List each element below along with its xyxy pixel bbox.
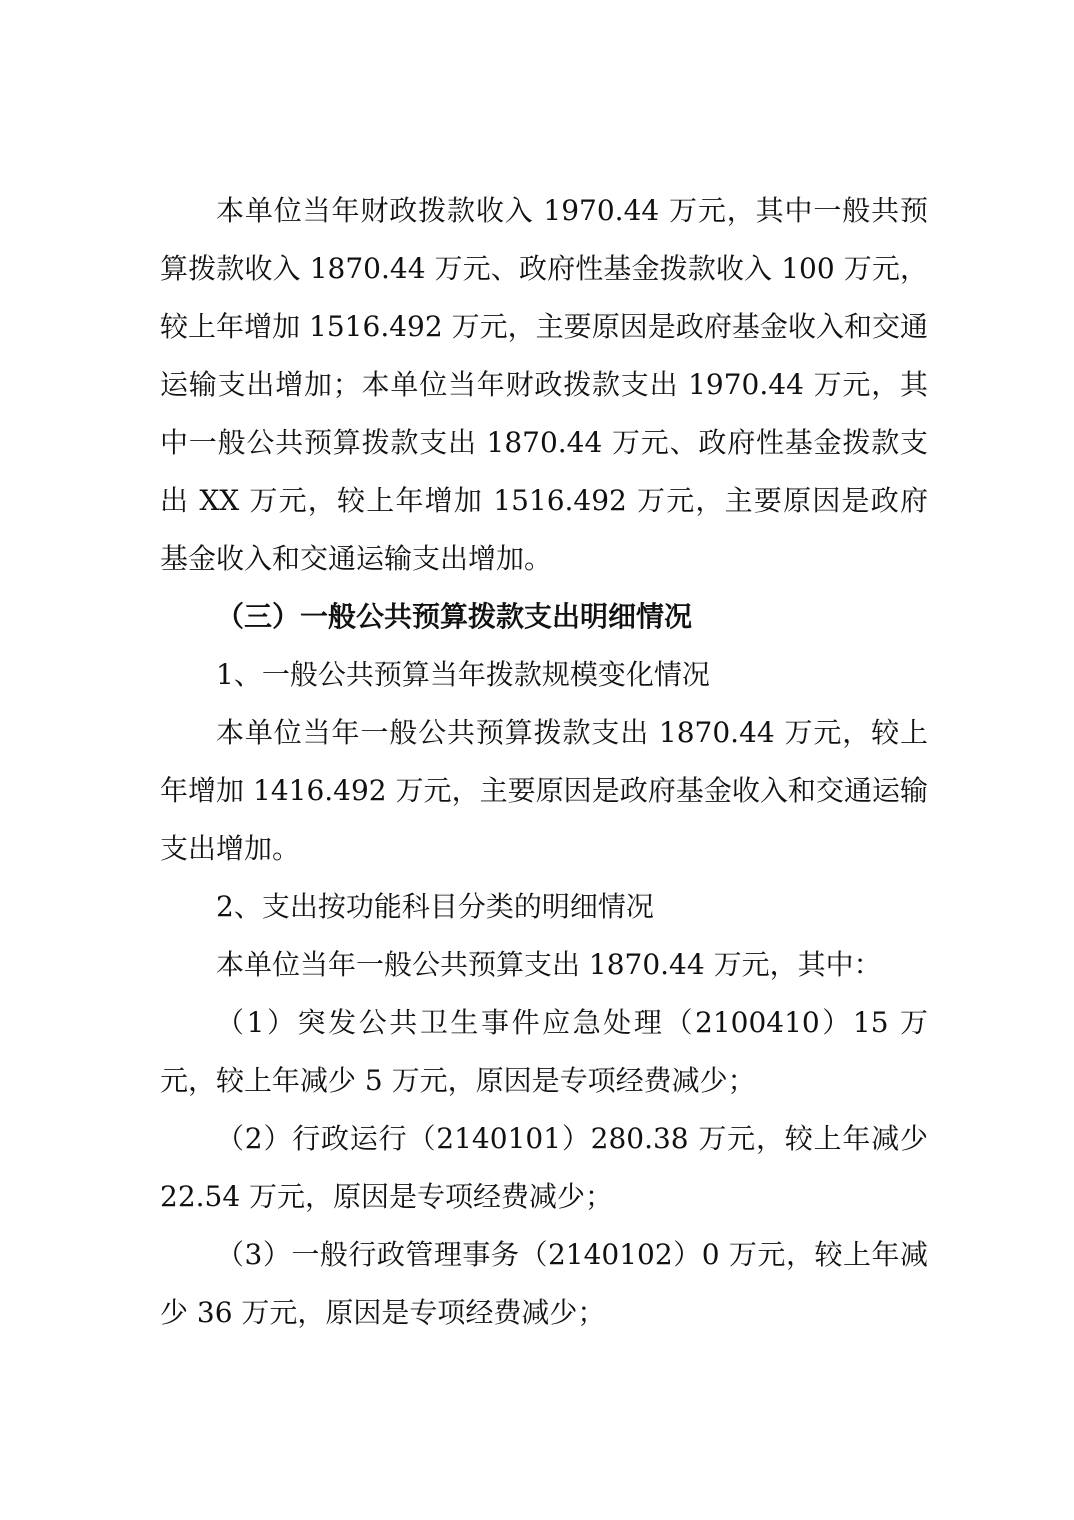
subheading-scale-change: 1、一般公共预算当年拨款规模变化情况 [216,658,710,691]
document-page [160,182,928,1342]
paragraph-scale-change: 本单位当年一般公共预算拨款支出 1870.44 万元，较上年增加 1416.492 万元，主要原因是政府基金收入和交通运输支出增加。 [160,716,928,865]
paragraph-function-summary: 本单位当年一般公共预算支出 1870.44 万元，其中： [216,948,882,981]
subheading-function-detail: 2、支出按功能科目分类的明细情况 [216,890,654,923]
section-heading: （三）一般公共预算拨款支出明细情况 [216,600,693,633]
list-item-admin-operation: （2）行政运行（2140101）280.38 万元，较上年减少 22.54 万元，原因是专项经费减少； [160,1122,928,1213]
list-item-general-admin: （3）一般行政管理事务（2140102）0 万元，较上年减少 36 万元，原因是专项经费减少； [160,1238,928,1329]
paragraph-fiscal-summary: 本单位当年财政拨款收入 1970.44 万元，其中一般共预算拨款收入 1870.44 万元、政府性基金拨款收入 100 万元，较上年增加 1516.492 万元，主要原因是政府基金收入和交通运输支出增加；本单位当年财政拨款支出 1970.44 万元，其中一般公共预算拨款支出 1870.44 万元、政府性基金拨款支出 XX 万元，较上年增加 1516.492 万元，主要原因是政府基金收入和交通运输支出增加。 [160,194,928,575]
list-item-emergency: （1）突发公共卫生事件应急处理（2100410）15 万元，较上年减少 5 万元，原因是专项经费减少； [160,1006,928,1097]
